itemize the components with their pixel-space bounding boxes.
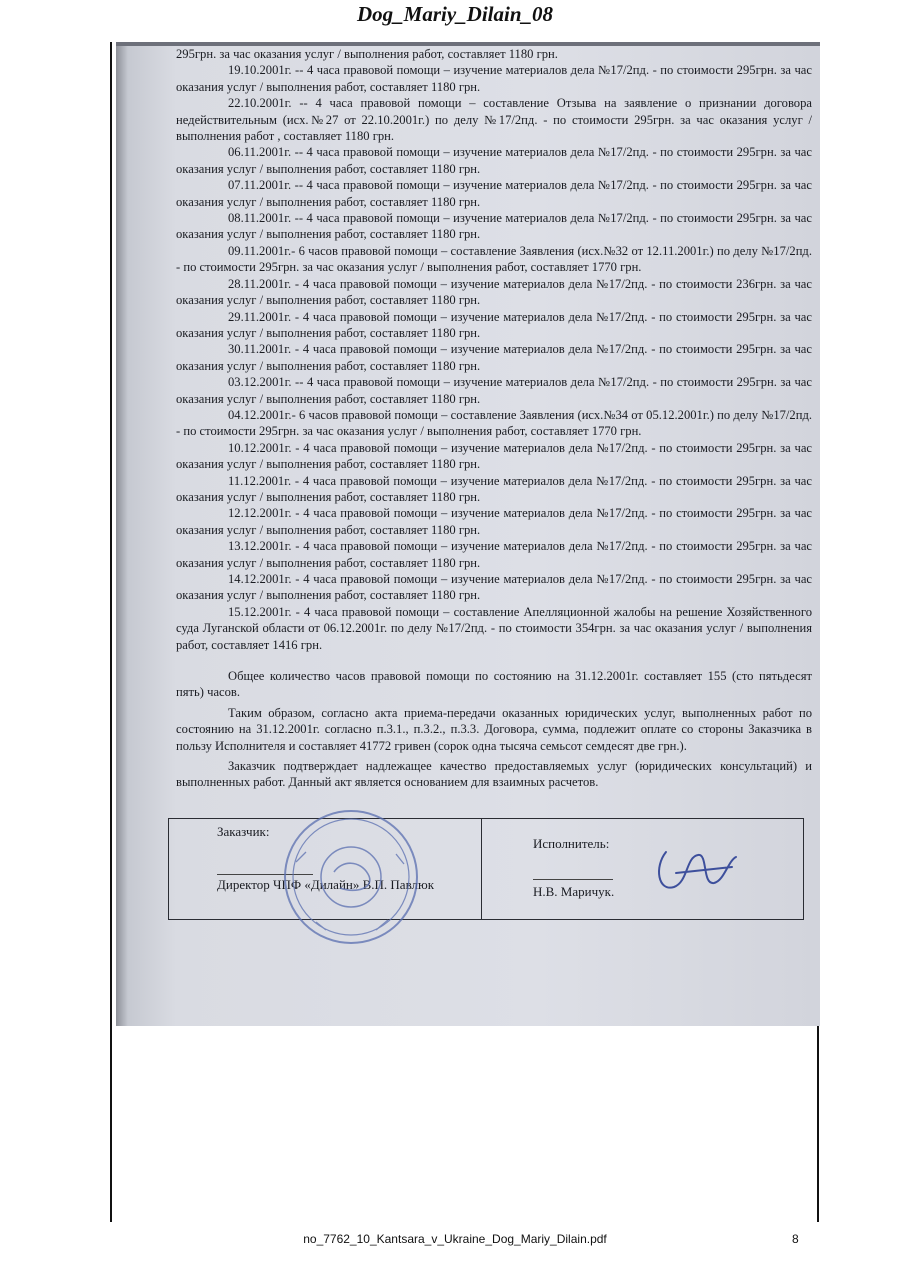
service-entry-paragraph: 10.12.2001г. - 4 часа правовой помощи – изучение материалов дела №17/2пд. - по стоимости 295грн. за час оказания услуг / выполнения работ, составляет 1180 грн.: [176, 440, 812, 472]
signature-table-divider: [481, 819, 482, 919]
service-entry-paragraph: 14.12.2001г. - 4 часа правовой помощи – изучение материалов дела №17/2пд. - по стоимости 295грн. за час оказания услуг / выполнения работ, составляет 1180 грн.: [176, 572, 812, 603]
customer-label: Заказчик:: [217, 824, 270, 839]
service-entry-paragraph: 04.12.2001г.- 6 часов правовой помощи – составление Заявления (исх.№34 от 05.12.2001г.) по делу №17/2пд. - по стоимости 295грн. за час оказания услуг / выполнения работ, составляет 1770 грн.: [176, 407, 812, 439]
page-frame-left-rule: [110, 42, 112, 1222]
page-header-title: Dog_Mariy_Dilain_08: [356, 2, 553, 26]
service-entry-paragraph: 30.11.2001г. - 4 часа правовой помощи – изучение материалов дела №17/2пд. - по стоимости 295грн. за час оказания услуг / выполнения работ, составляет 1180 грн.: [176, 342, 812, 373]
company-stamp-icon: [276, 802, 426, 952]
footer-filename: no_7762_10_Kantsara_v_Ukraine_Dog_Mariy_Dilain.pdf: [303, 1232, 607, 1246]
summary-paragraph: Заказчик подтверждает надлежащее качество предоставляемых услуг (юридических консультаций) и выполненных работ. Данный акт является основанием для взаимных расчетов.: [176, 759, 812, 790]
service-entry-paragraph: 13.12.2001г. - 4 часа правовой помощи – изучение материалов дела №17/2пд. - по стоимости 295грн. за час оказания услуг / выполнения работ, составляет 1180 грн.: [176, 539, 812, 570]
contractor-signature-line: [533, 879, 613, 880]
service-entry-paragraph: 29.11.2001г. - 4 часа правовой помощи – изучение материалов дела №17/2пд. - по стоимости 295грн. за час оказания услуг / выполнения работ, составляет 1180 грн.: [176, 309, 812, 340]
document-body: [176, 46, 812, 791]
footer-page-number: 8: [792, 1232, 799, 1246]
service-entry-paragraph: 12.12.2001г. - 4 часа правовой помощи – изучение материалов дела №17/2пд. - по стоимости 295грн. за час оказания услуг / выполнения работ, составляет 1180 грн.: [176, 506, 812, 537]
contractor-name: Н.В. Маричук.: [533, 884, 615, 899]
summary-paragraph: Общее количество часов правовой помощи по состоянию на 31.12.2001г. составляет 155 (сто пятьдесят пять) часов.: [176, 669, 812, 700]
service-entries-list: [176, 46, 812, 653]
service-entry-paragraph: 295грн. за час оказания услуг / выполнения работ, составляет 1180 грн.: [176, 47, 558, 61]
contractor-signature-icon: [636, 837, 746, 907]
service-entry-paragraph: 28.11.2001г. - 4 часа правовой помощи – изучение материалов дела №17/2пд. - по стоимости 236грн. за час оказания услуг / выполнения работ, составляет 1180 грн.: [176, 276, 812, 308]
service-entry-paragraph: 22.10.2001г. -- 4 часа правовой помощи – составление Отзыва на заявление о признании договора недействительным (исх.№27 от 22.10.2001г.) по делу №17/2пд. - по стоимости 295грн. за час оказания услуг / выполнения работ , составляет 1180 грн.: [176, 96, 812, 144]
summary-section: [176, 668, 812, 791]
service-entry-paragraph: 08.11.2001г. -- 4 часа правовой помощи – изучение материалов дела №17/2пд. - по стоимости 295грн. за час оказания услуг / выполнения работ, составляет 1180 грн.: [176, 211, 812, 242]
paragraph-spacer: [176, 653, 812, 668]
contractor-label: Исполнитель:: [533, 836, 610, 851]
customer-name: Директор ЧПФ «Дилайн» В.П. Павлюк: [217, 877, 435, 892]
service-entry-paragraph: 15.12.2001г. - 4 часа правовой помощи – составление Апелляционной жалобы на решение Хозяйственного суда Луганской области от 06.12.2001г. по делу №17/2пд. - по стоимости 354грн. за час оказания услуг / выполнения работ, составляет 1416 грн.: [176, 604, 812, 652]
service-entry-paragraph: 06.11.2001г. -- 4 часа правовой помощи – изучение материалов дела №17/2пд. - по стоимости 295грн. за час оказания услуг / выполнения работ, составляет 1180 грн.: [176, 145, 812, 176]
scanned-document-image: [116, 42, 820, 1026]
summary-paragraph: Таким образом, согласно акта приема-передачи оказанных юридических услуг, выполненных работ по состоянию на 31.12.2001г. согласно п.3.1., п.3.2., п.3.3. Договора, сумма, подлежит оплате со стороны Заказчика в пользу Исполнителя и составляет 41772 гривен (сорок одна тысяча семьсот семдесят две грн.).: [176, 705, 812, 753]
service-entry-paragraph: 09.11.2001г.- 6 часов правовой помощи – составление Заявления (исх.№32 от 12.11.2001г.) по делу №17/2пд. - по стоимости 295грн. за час оказания услуг / выполнения работ, составляет 1770 грн.: [176, 243, 812, 275]
service-entry-paragraph: 19.10.2001г. -- 4 часа правовой помощи – изучение материалов дела №17/2пд. - по стоимости 295грн. за час оказания услуг / выполнения работ, составляет 1180 грн.: [176, 63, 812, 94]
service-entry-paragraph: 03.12.2001г. -- 4 часа правовой помощи – изучение материалов дела №17/2пд. - по стоимости 295грн. за час оказания услуг / выполнения работ, составляет 1180 грн.: [176, 375, 812, 406]
service-entry-paragraph: 07.11.2001г. -- 4 часа правовой помощи – изучение материалов дела №17/2пд. - по стоимости 295грн. за час оказания услуг / выполнения работ, составляет 1180 грн.: [176, 178, 812, 209]
service-entry-paragraph: 11.12.2001г. - 4 часа правовой помощи – изучение материалов дела №17/2пд. - по стоимости 295грн. за час оказания услуг / выполнения работ, составляет 1180 грн.: [176, 473, 812, 504]
